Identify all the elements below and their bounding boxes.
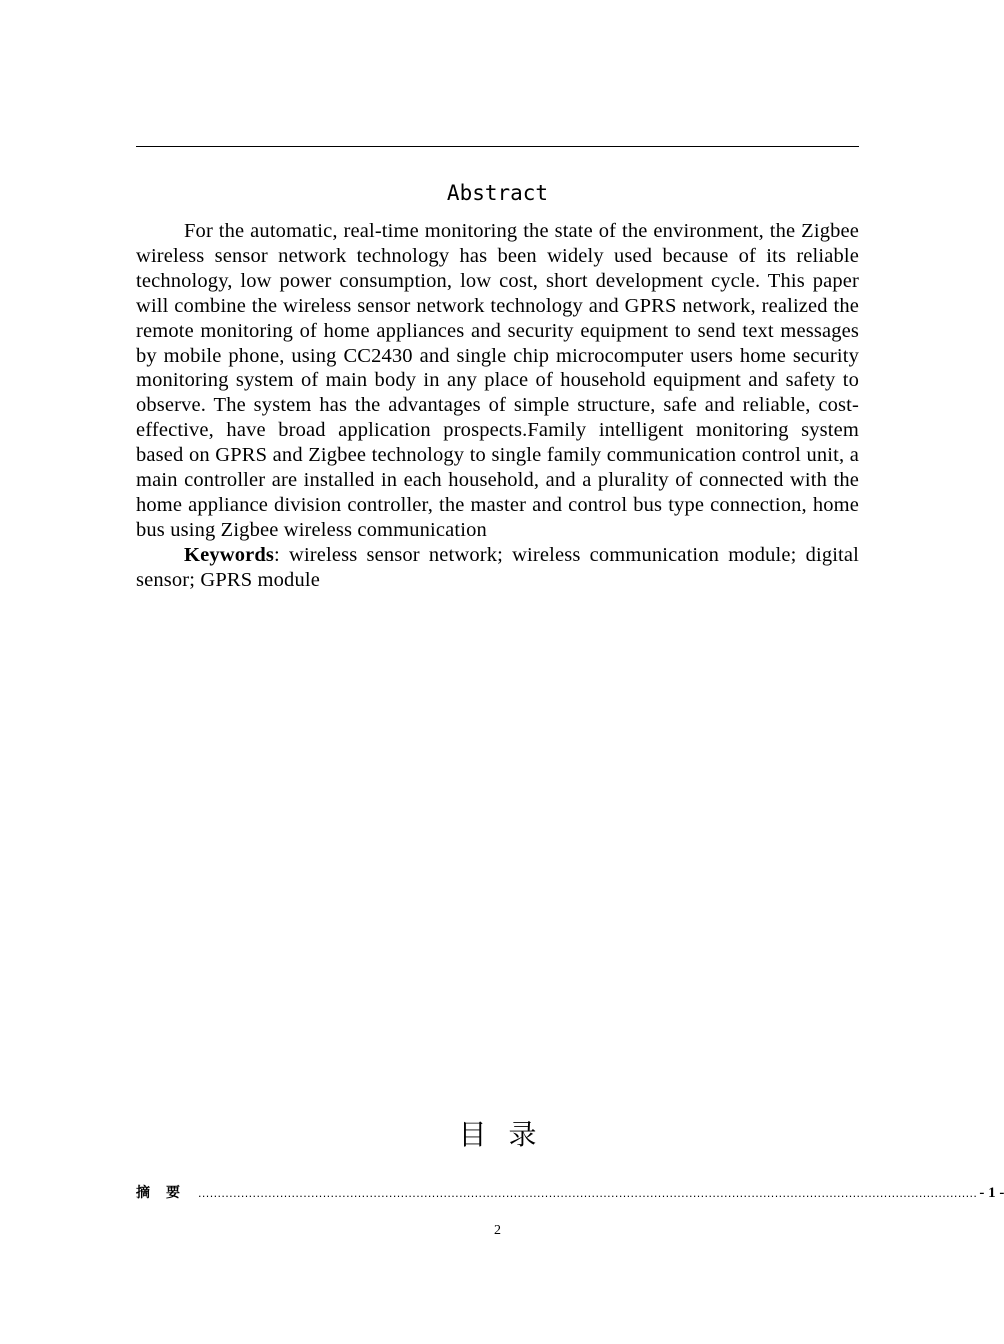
keywords-text: : wireless sensor network; wireless communication module; digital sensor; GPRS module [136,543,859,591]
abstract-paragraph: For the automatic, real-time monitoring the state of the environment, the Zigbee wireless sensor network technology has been widely used because of its reliable technology, low power consumption, low cost, short development cycle. This paper will combine the wireless sensor network technology and GPRS network, realized the remote monitoring of home appliances and security equipment to send text messages by mobile phone, using CC2430 and single chip microcomputer users home security monitoring system of main body in any place of household equipment and safety to observe. The system has the advantages of simple structure, safe and reliable, cost-effective, have broad application prospects.Family intelligent monitoring system based on GPRS and Zigbee technology to single family communication control unit, a main controller are installed in each household, and a plurality of connected with the home appliance division controller, the master and control bus type connection, home bus using Zigbee wireless communication [136,220,859,541]
toc-entry[interactable] [136,1183,1004,1203]
page-number: 2 [494,1223,501,1238]
toc-title: 目录 [458,1118,559,1151]
keywords-label: Keywords [184,543,275,566]
header-rule [136,146,859,147]
toc-entry-page: - 1 - [979,1185,1004,1201]
toc-entry-leader: ........................................................................................................................................................................................................ [198,1187,978,1200]
abstract-title: Abstract [446,181,549,205]
keywords-paragraph [136,543,859,593]
abstract-section [136,219,859,593]
toc-entry-label: 摘要 [136,1185,196,1201]
